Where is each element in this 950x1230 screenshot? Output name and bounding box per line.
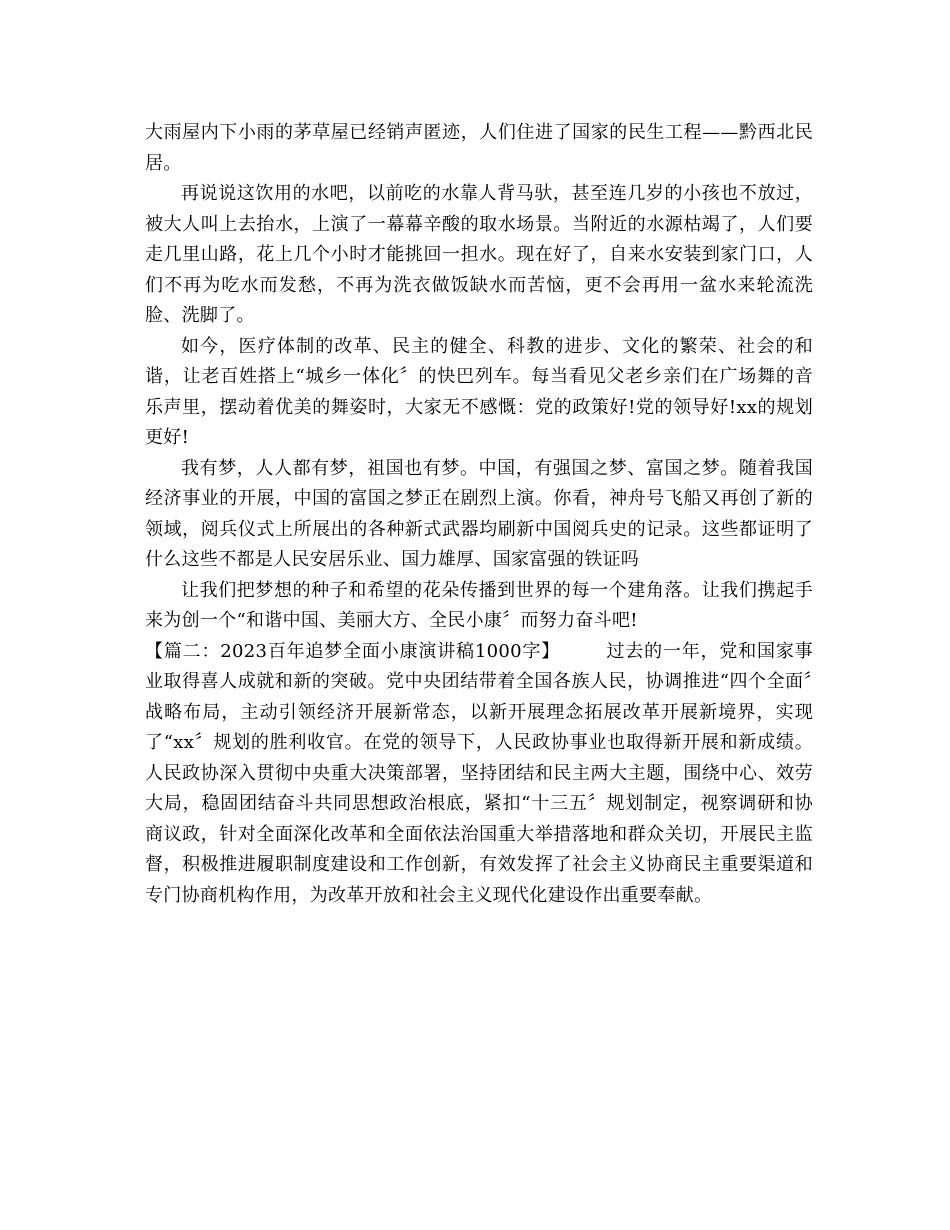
section-heading: 【篇二：2023百年追梦全面小康演讲稿1000字】 [145,640,561,662]
section-body: 过去的一年，党和国家事业取得喜人成就和新的突破。党中央团结带着全国各族人民，协调推进“四个全面〞战略布局，主动引领经济开展新常态，以新开展理念拓展改革开展新境界，实现了“xx〞规划的胜利收官。在党的领导下，人民政协事业也取得新开展和新成绩。人民政协深入贯彻中央重大决策部署，坚持团结和民主两大主题，围绕中心、效劳大局，稳固团结奋斗共同思想政治根底，紧扣“十三五〞规划制定，视察调研和协商议政，针对全面深化改革和全面依法治国重大举措落地和群众关切，开展民主监督，积极推进履职制度建设和工作创新，有效发挥了社会主义协商民主重要渠道和专门协商机构作用，为改革开放和社会主义现代化建设作出重要奉献。 [145,640,813,906]
paragraph-reforms: 如今，医疗体制的改革、民主的健全、科教的进步、文化的繁荣、社会的和谐，让老百姓搭上“城乡一体化〞的快巴列车。每当看见父老乡亲们在广场舞的音乐声里，摆动着优美的舞姿时，大家无不感慨：党的政策好!党的领导好!xx的规划更好! [145,335,813,448]
document-body [145,118,813,911]
heading-gap [560,641,606,662]
paragraph-continuation: 大雨屋内下小雨的茅草屋已经销声匿迹，人们住进了国家的民生工程——黔西北民居。 [145,122,813,174]
paragraph-drinking-water: 再说说这饮用的水吧，以前吃的水靠人背马驮，甚至连几岁的小孩也不放过，被大人叫上去抬水，上演了一幕幕辛酸的取水场景。当附近的水源枯竭了，人们要走几里山路，花上几个小时才能挑回一担水。现在好了，自来水安装到家门口，人们不再为吃水而发愁，不再为洗衣做饭缺水而苦恼，更不会再用一盆水来轮流洗脸、洗脚了。 [145,183,813,326]
paragraph-dream: 我有梦，人人都有梦，祖国也有梦。中国，有强国之梦、富国之梦。随着我国经济事业的开展，中国的富国之梦正在剧烈上演。你看，神舟号飞船又再创了新的领域，阅兵仪式上所展出的各种新式武器均刷新中国阅兵史的记录。这些都证明了什么这些不都是人民安居乐业、国力雄厚、国家富强的铁证吗 [145,457,813,570]
section-two [145,637,813,912]
paragraph-closing: 让我们把梦想的种子和希望的花朵传播到世界的每一个建角落。让我们携起手来为创一个“和谐中国、美丽大方、全民小康〞而努力奋斗吧! [145,579,813,631]
